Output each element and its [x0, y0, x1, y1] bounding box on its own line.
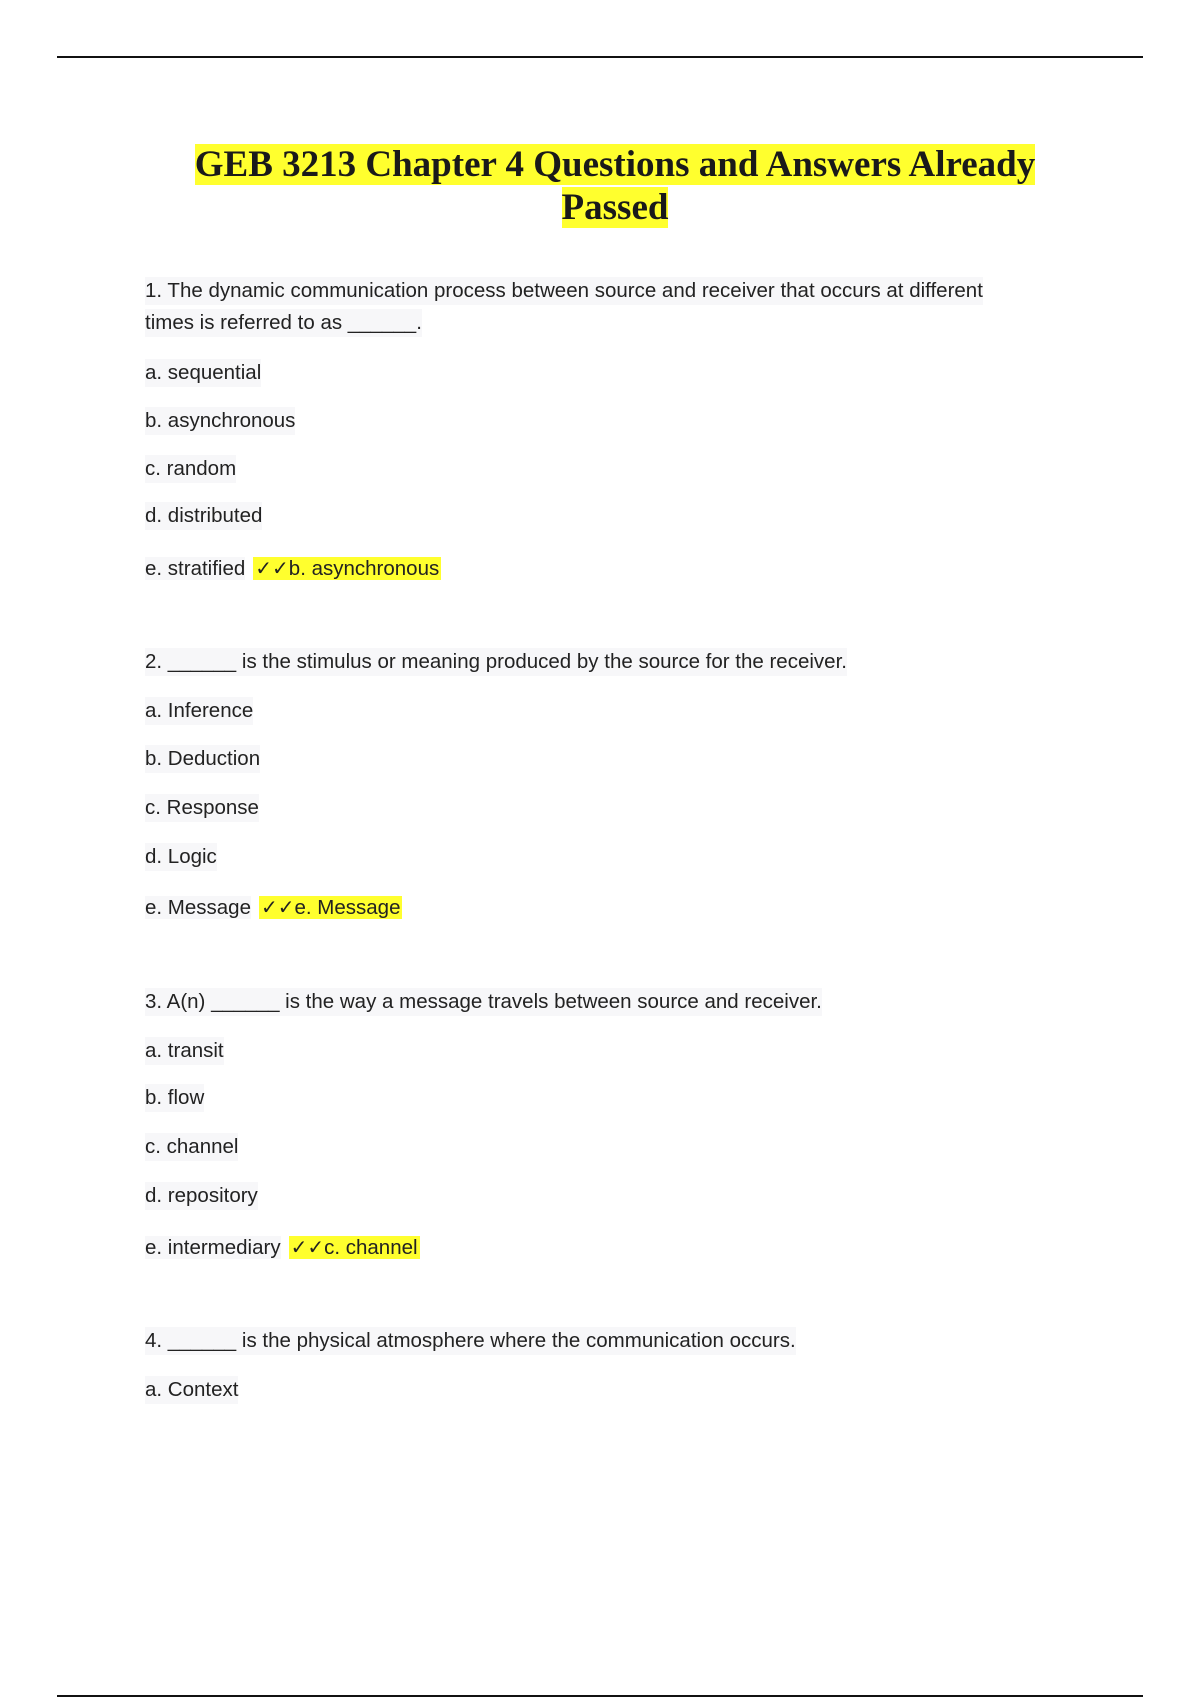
question-2-option-c: c. Response [145, 794, 259, 822]
question-2-option-a: a. Inference [145, 697, 253, 725]
question-1-option-d: d. distributed [145, 502, 262, 530]
title-line-2: Passed [561, 187, 669, 228]
bottom-rule [57, 1695, 1143, 1697]
question-2-option-d: d. Logic [145, 843, 217, 871]
question-1-stem-line-2: times is referred to as ______. [145, 309, 422, 337]
checkmark-icon: ✓✓ [255, 556, 289, 580]
checkmark-icon: ✓✓ [260, 895, 295, 919]
question-1-answer [253, 557, 441, 580]
question-3-answer-text: c. channel [324, 1236, 418, 1259]
question-3-option-d: d. repository [145, 1182, 258, 1210]
question-3-option-a: a. transit [145, 1037, 224, 1065]
question-2-option-e-row [145, 893, 402, 922]
question-3-option-e: e. intermediary [145, 1236, 281, 1259]
question-4-stem-line-1: 4. ______ is the physical atmosphere where the communication occurs. [145, 1327, 796, 1355]
question-1-option-e-row [145, 554, 441, 583]
question-1-option-a: a. sequential [145, 359, 261, 387]
question-1-option-e: e. stratified [145, 557, 246, 580]
question-3-stem-line-1: 3. A(n) ______ is the way a message travels between source and receiver. [145, 988, 822, 1016]
question-1-answer-text: b. asynchronous [288, 557, 440, 580]
question-3-option-b: b. flow [145, 1084, 204, 1112]
question-3-answer [289, 1236, 420, 1259]
document-title [140, 143, 1090, 229]
top-rule [57, 56, 1143, 58]
question-3-option-e-row [145, 1233, 420, 1262]
question-2-option-b: b. Deduction [145, 745, 260, 773]
question-2-answer [259, 896, 403, 919]
question-2-option-e: e. Message [145, 896, 251, 919]
question-2-stem-line-1: 2. ______ is the stimulus or meaning produced by the source for the receiver. [145, 648, 847, 676]
title-line-1: GEB 3213 Chapter 4 Questions and Answers Already [194, 144, 1036, 185]
question-2-answer-text: e. Message [294, 896, 401, 919]
question-1-option-b: b. asynchronous [145, 407, 295, 435]
question-4-option-a: a. Context [145, 1376, 238, 1404]
checkmark-icon: ✓✓ [290, 1235, 325, 1259]
question-1-stem-line-1: 1. The dynamic communication process between source and receiver that occurs at different [145, 277, 983, 305]
question-3-option-c: c. channel [145, 1133, 238, 1161]
question-1-option-c: c. random [145, 455, 236, 483]
